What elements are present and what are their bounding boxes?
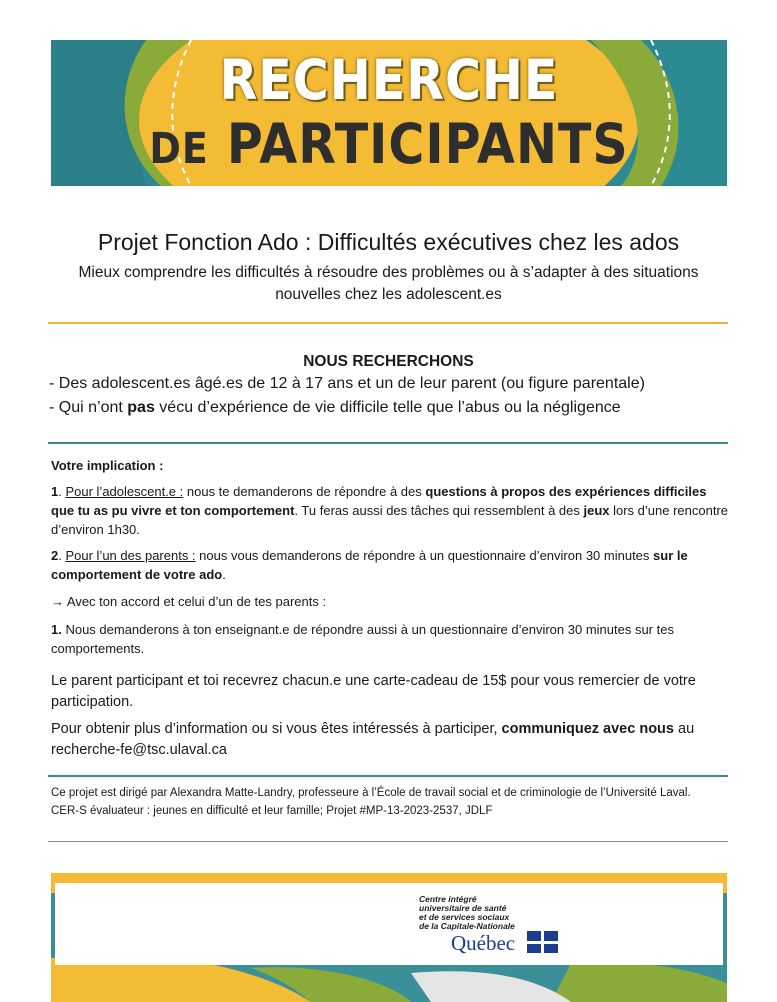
logo-line2: universitaire de santé — [419, 903, 507, 913]
header-banner — [51, 40, 727, 186]
contact-bold: communiquez avec nous — [501, 721, 674, 737]
implication-teacher — [51, 620, 731, 658]
project-subtitle: Mieux comprendre les difficultés à résoudre des problèmes ou à s’adapter à des situations nouvelles chez les adolescent.es — [78, 264, 699, 303]
banner-title-line1: RECHERCHE — [219, 48, 559, 113]
contact-text — [51, 719, 731, 761]
banner-title-line2 — [51, 113, 727, 177]
criteria-experience — [49, 399, 621, 417]
divider-gray — [48, 841, 728, 842]
contact-text-a: Pour obtenir plus d’information ou si vous êtes intéressés à participer, — [51, 721, 502, 737]
divider-teal-2 — [48, 775, 728, 777]
criteria-experience-text-b: vécu d’expérience de vie difficile telle que l’abus ou la négligence — [154, 399, 621, 416]
parent-text-a: nous vous demanderons de répondre à un questionnaire d’environ 30 minutes — [195, 548, 654, 563]
teen-number: 1 — [51, 484, 59, 499]
ciusss-logo — [419, 894, 569, 955]
footnote-line1: Ce projet est dirigé par Alexandra Matte-Landry, professeure à l’École de travail social et de criminologie de l’Université Laval. — [51, 787, 691, 799]
logo-line4: de la Capitale-Nationale — [419, 921, 515, 931]
teen-label: Pour l’adolescent.e : — [65, 484, 184, 499]
criteria-age: - Des adolescent.es âgé.es de 12 à 17 ans et un de leur parent (ou figure parentale) — [49, 375, 645, 392]
accord-text: Avec ton accord et celui d’un de tes parents : — [64, 594, 327, 609]
criteria-experience-bold: pas — [127, 399, 155, 416]
teacher-text: Nous demanderons à ton enseignant.e de répondre aussi à un questionnaire d’environ 30 minutes sur tes comportements. — [51, 622, 674, 656]
banner-title-prefix: DE — [149, 123, 209, 174]
teen-text-a: nous te demanderons de répondre à des — [183, 484, 426, 499]
parent-bold: sur le comportement de votre ado — [51, 548, 688, 582]
teen-text-c: lors d’une rencontre d’environ 1h30. — [51, 503, 729, 537]
footnote-line2: CER-S évaluateur : jeunes en difficulté et leur famille; Projet #MP-13-2023-2537, JDLF — [51, 805, 493, 817]
quebec-wordmark: Québec — [451, 931, 516, 955]
footer-banner — [51, 873, 727, 1002]
criteria-heading: NOUS RECHERCHONS — [303, 353, 474, 370]
teen-bold: questions à propos des expériences difficiles que tu as pu vivre et ton comportement — [51, 484, 707, 518]
footer-logo-panel — [55, 883, 723, 965]
teen-text-b: . Tu feras aussi des tâches qui ressemblent à des — [294, 503, 584, 518]
implication-heading — [51, 456, 731, 475]
implication-teen: 1. Pour l’adolescent.e : nous te demanderons de répondre à des questions à propos des expériences difficiles que tu as pu vivre et ton comportement. Tu feras aussi des tâches qui ressemblent à des jeux lors d’une rencontre d’environ 1h30. — [51, 484, 729, 537]
parent-number: 2 — [51, 548, 59, 563]
teacher-number: 1. — [51, 622, 62, 637]
implication-parent: 2. Pour l’un des parents : nous vous demanderons de répondre à un questionnaire d’environ 30 minutes sur le comportement de votre ado. — [51, 548, 688, 582]
parent-text-b: . — [222, 567, 226, 582]
implication-heading-text: Votre implication : — [51, 458, 164, 473]
divider-teal — [48, 442, 728, 444]
footnote — [51, 784, 741, 820]
project-title: Projet Fonction Ado : Difficultés exécutives chez les ados — [97, 229, 680, 255]
logo-line1: Centre intégré — [419, 894, 477, 904]
contact-text-b: au — [673, 721, 695, 737]
quebec-flag-icon — [527, 931, 558, 953]
teen-bold-jeux: jeux — [583, 503, 610, 518]
contact-email[interactable]: recherche-fe@tsc.ulaval.ca — [51, 742, 227, 758]
arrow-right-icon: → — [51, 594, 64, 609]
banner-title-main: PARTICIPANTS — [226, 112, 629, 177]
logo-line3: et de services sociaux — [419, 912, 510, 922]
compensation-text: Le parent participant et toi recevrez chacun.e une carte-cadeau de 15$ pour vous remercier de votre participation. — [51, 673, 696, 710]
implication-accord — [51, 592, 731, 611]
criteria-experience-text-a: - Qui n’ont — [49, 399, 128, 416]
divider-gold — [48, 322, 728, 324]
parent-label: Pour l’un des parents : — [65, 548, 196, 563]
